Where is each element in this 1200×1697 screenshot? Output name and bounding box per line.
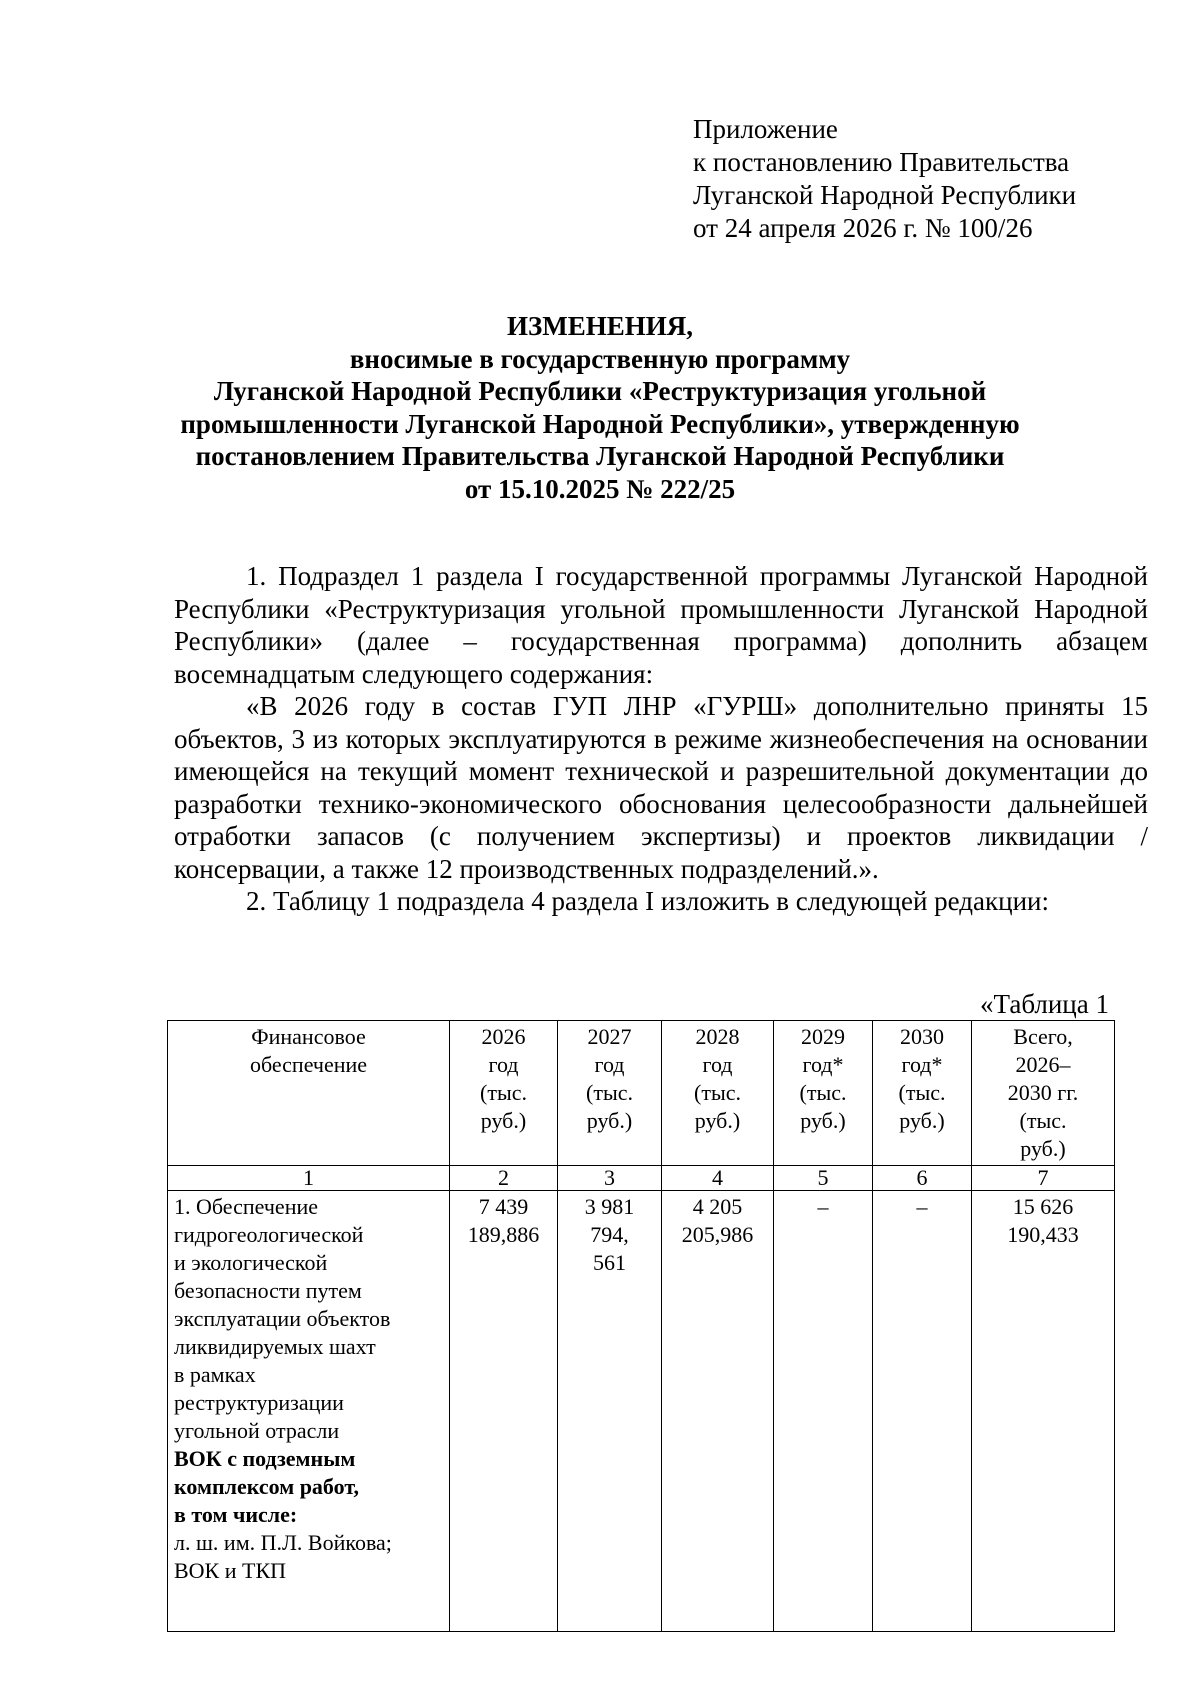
title-line: от 15.10.2025 № 222/25: [464, 473, 736, 504]
title-line: Луганской Народной Республики «Реструктуризация угольной: [213, 376, 987, 406]
annex-line: от 24 апреля 2026 г. № 100/26: [693, 213, 1033, 243]
row-description: 1. Обеспечение гидрогеологической и экологической безопасности путем эксплуатации объектов ликвидируемых шахт в рамках реструктуризации угольной отрасли ВОК с подземным комплексом работ, в том числе: л. ш. им. П.Л. Войкова; ВОК и ТКП: [168, 1191, 450, 1632]
header-2030: 2030 год* (тыс. руб.): [873, 1021, 972, 1166]
column-number: 2: [450, 1166, 558, 1191]
column-number: 6: [873, 1166, 972, 1191]
column-number: 7: [972, 1166, 1115, 1191]
row-bold-line: ВОК с подземным: [174, 1446, 356, 1471]
annex-line: Приложение: [693, 114, 838, 144]
column-number: 3: [558, 1166, 662, 1191]
column-number: 4: [662, 1166, 774, 1191]
value-2030: –: [873, 1191, 972, 1632]
paragraph-2: «В 2026 году в состав ГУП ЛНР «ГУРШ» дополнительно приняты 15 объектов, 3 из которых эксплуатируются в режиме жизнеобеспечения на основании имеющейся на текущий момент технической и разрешительной документации до разработки технико-экономического обоснования целесообразности дальнейшей отработки запасов (с получением экспертизы) и проектов ликвидации / консервации, а также 12 производственных подразделений.».: [174, 691, 1148, 884]
header-2029: 2029 год* (тыс. руб.): [774, 1021, 873, 1166]
header-financing: Финансовое обеспечение: [168, 1021, 450, 1166]
title-line: постановлением Правительства Луганской Народной Республики: [195, 441, 1005, 471]
annex-block: [693, 113, 1076, 245]
value-2027: 3 981 794, 561: [558, 1191, 662, 1632]
column-number: 5: [774, 1166, 873, 1191]
value-2028: 4 205 205,986: [662, 1191, 774, 1632]
value-2029: –: [774, 1191, 873, 1632]
header-total: Всего, 2026– 2030 гг. (тыс. руб.): [972, 1021, 1115, 1166]
header-2027: 2027 год (тыс. руб.): [558, 1021, 662, 1166]
header-2028: 2028 год (тыс. руб.): [662, 1021, 774, 1166]
title-line: промышленности Луганской Народной Республики», утвержденную: [180, 408, 1020, 439]
annex-line: к постановлению Правительства: [693, 147, 1070, 177]
value-total: 15 626 190,433: [972, 1191, 1115, 1632]
value-2026: 7 439 189,886: [450, 1191, 558, 1632]
financing-table: [167, 1020, 1115, 1632]
paragraph-1: 1. Подраздел 1 раздела I государственной программы Луганской Народной Республики «Реструктуризация угольной промышленности Луганской Народной Республики» (далее – государственная программа) дополнить абзацем восемнадцатым следующего содержания:: [174, 561, 1148, 689]
paragraph-3: 2. Таблицу 1 подраздела 4 раздела I изложить в следующей редакции:: [246, 886, 1049, 916]
row-bold-line: в том числе:: [174, 1502, 298, 1527]
header-2026: 2026 год (тыс. руб.): [450, 1021, 558, 1166]
row-bold-line: комплексом работ,: [174, 1474, 360, 1499]
annex-line: Луганской Народной Республики: [693, 180, 1077, 210]
table-header-row: [168, 1021, 1115, 1166]
column-number: 1: [168, 1166, 450, 1191]
document-body: [174, 560, 1148, 918]
table-row: [168, 1191, 1115, 1632]
table-column-numbers-row: [168, 1166, 1115, 1191]
table-caption: «Таблица 1: [980, 989, 1109, 1019]
title-line: вносимые в государственную программу: [349, 343, 851, 374]
title-line: ИЗМЕНЕНИЯ,: [506, 311, 693, 341]
document-title: [150, 310, 1050, 505]
